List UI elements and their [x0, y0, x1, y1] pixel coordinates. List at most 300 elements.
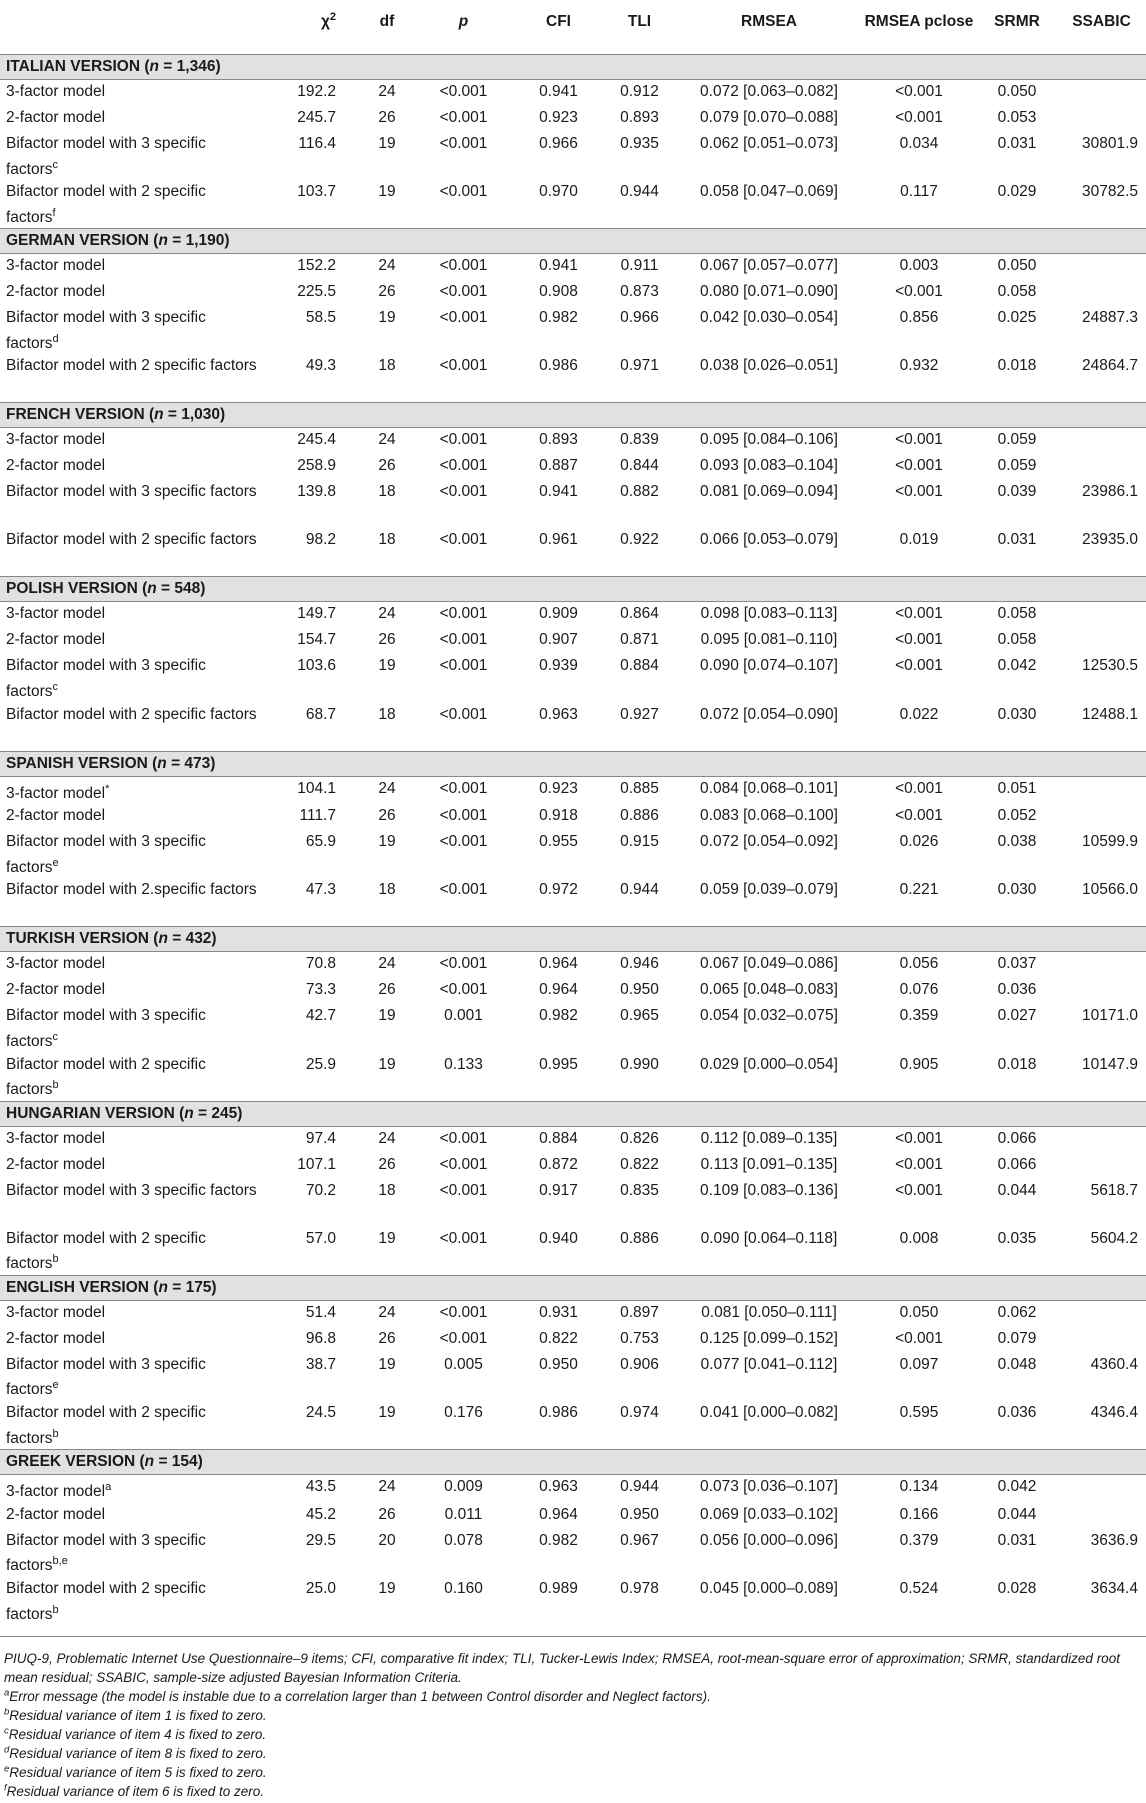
cell-chi: 96.8 [305, 1329, 336, 1347]
model-name: 3-factor model* [6, 782, 110, 802]
cell-rmsea: 0.098 [0.083–0.113] [700, 605, 838, 623]
cell-p: <0.001 [439, 779, 488, 797]
cell-p: 0.005 [444, 1355, 483, 1373]
cell-tli: 0.911 [620, 257, 659, 275]
cell-p: <0.001 [439, 483, 488, 501]
cell-pclose: <0.001 [895, 1181, 943, 1199]
cell-df: 24 [378, 1303, 396, 1321]
cell-ssabic: 4346.4 [1090, 1404, 1138, 1422]
cell-chi: 111.7 [299, 807, 336, 825]
table-row [0, 628, 1146, 654]
footnote-mark: c [52, 1030, 59, 1043]
cell-pclose: 0.026 [899, 833, 939, 851]
cell-ssabic [1057, 952, 1146, 979]
cell-tli: 0.950 [620, 981, 659, 999]
footnote-mark: c [52, 680, 59, 693]
cell-ssabic: 10147.9 [1081, 1055, 1138, 1073]
cell-srmr: 0.036 [997, 981, 1037, 999]
model-name: 3-factor model [6, 605, 106, 623]
cell-ssabic: 23935.0 [1081, 531, 1138, 549]
model-name: Bifactor model with 2 specific factors$^f$ [6, 183, 206, 226]
table-row [0, 306, 1146, 354]
table-row [0, 1529, 1146, 1577]
table-row [0, 1300, 1146, 1327]
footnote-mark: b [52, 1603, 59, 1616]
cell-chi: 49.3 [305, 357, 336, 375]
cell-ssabic [1057, 106, 1146, 132]
cell-pclose: 0.359 [899, 1007, 939, 1025]
model-name: 3-factor model [6, 257, 106, 275]
model-name: 2-factor model [6, 981, 106, 999]
section-title: SPANISH VERSION (n = 473) [0, 751, 1146, 776]
cell-rmsea: 0.042 [0.030–0.054] [700, 309, 838, 327]
cell-pclose: <0.001 [895, 657, 943, 675]
cell-df: 19 [378, 1580, 396, 1598]
model-name: 3-factor model [6, 1129, 106, 1147]
cell-ssabic [1057, 628, 1146, 654]
cell-rmsea: 0.080 [0.071–0.090] [700, 283, 838, 301]
cell-rmsea: 0.067 [0.057–0.077] [700, 257, 838, 275]
section-header-row [0, 403, 1146, 428]
table-row [0, 528, 1146, 577]
cell-rmsea: 0.081 [0.069–0.094] [700, 483, 838, 501]
cell-tli: 0.965 [620, 1007, 659, 1025]
cell-df: 24 [378, 431, 396, 449]
model-name: Bifactor model with 2.specific factors [6, 881, 257, 899]
cell-cfi: 0.982 [539, 309, 578, 327]
cell-df: 19 [378, 1229, 396, 1247]
cell-p: <0.001 [439, 1303, 488, 1321]
model-name: Bifactor model with 2 specific factors$^b$ [6, 1229, 206, 1273]
cell-rmsea: 0.069 [0.033–0.102] [700, 1505, 838, 1523]
model-name: 2-factor model [6, 109, 106, 126]
cell-chi: 192.2 [297, 83, 336, 100]
cell-df: 24 [378, 1129, 396, 1147]
table-row [0, 1126, 1146, 1153]
cell-p: <0.001 [439, 135, 488, 152]
model-name: 2-factor model [6, 631, 106, 649]
cell-chi: 70.2 [305, 1181, 336, 1199]
cell-pclose: 0.117 [900, 183, 938, 201]
model-name: 2-factor model [6, 1505, 106, 1523]
cell-srmr: 0.062 [997, 1303, 1037, 1321]
cell-pclose: 0.905 [899, 1055, 939, 1073]
cell-df: 26 [378, 631, 396, 649]
cell-cfi: 0.955 [539, 833, 578, 851]
cell-cfi: 0.941 [539, 257, 578, 275]
table-row [0, 1179, 1146, 1227]
cell-df: 18 [378, 705, 396, 723]
cell-pclose: 0.050 [899, 1303, 939, 1321]
cell-srmr: 0.066 [997, 1129, 1037, 1147]
section-header-row [0, 1101, 1146, 1126]
model-name: Bifactor model with 2 specific factors$^b$ [6, 1580, 206, 1623]
cell-cfi: 0.908 [539, 283, 578, 301]
cell-rmsea: 0.081 [0.050–0.111] [701, 1303, 837, 1321]
cell-tli: 0.967 [620, 1531, 659, 1549]
cell-chi: 107.1 [297, 1155, 336, 1173]
cell-srmr: 0.044 [997, 1505, 1037, 1523]
cell-cfi: 0.961 [539, 531, 578, 549]
header-row [0, 0, 1146, 55]
header-chi-square: $\chi^2$ [259, 0, 362, 55]
cell-pclose: 0.932 [899, 357, 939, 375]
cell-srmr: 0.042 [997, 657, 1037, 675]
cell-cfi: 0.982 [539, 1007, 578, 1025]
cell-tli: 0.826 [620, 1129, 659, 1147]
cell-ssabic: 4360.4 [1090, 1355, 1138, 1373]
cell-srmr: 0.018 [997, 357, 1037, 375]
table-row [0, 1401, 1146, 1450]
cell-srmr: 0.044 [997, 1181, 1037, 1199]
cell-pclose: <0.001 [895, 431, 943, 449]
cell-pclose: <0.001 [895, 1129, 943, 1147]
cell-ssabic [1057, 1126, 1146, 1153]
model-name: 3-factor model [6, 1303, 106, 1321]
cell-p: 0.160 [444, 1580, 483, 1598]
table-row [0, 952, 1146, 979]
cell-df: 19 [378, 657, 396, 675]
cell-tli: 0.886 [620, 807, 659, 825]
cell-ssabic: 24864.7 [1081, 357, 1138, 375]
cell-p: <0.001 [439, 431, 488, 449]
cell-p: <0.001 [439, 833, 488, 851]
cell-ssabic: 12530.5 [1081, 657, 1138, 675]
cell-p: <0.001 [439, 283, 488, 301]
cell-tli: 0.935 [620, 135, 659, 152]
footnote-mark: b [52, 1253, 59, 1266]
cell-pclose: <0.001 [895, 283, 943, 301]
cell-chi: 245.4 [297, 431, 336, 449]
cell-p: <0.001 [439, 109, 488, 126]
cell-pclose: <0.001 [895, 605, 943, 623]
cell-pclose: 0.003 [899, 257, 939, 275]
cell-srmr: 0.058 [997, 605, 1037, 623]
table-row [0, 830, 1146, 878]
cell-ssabic: 3634.4 [1090, 1580, 1138, 1598]
model-name: Bifactor model with 3 specific factors$^c$ [6, 657, 206, 701]
cell-df: 19 [378, 1404, 396, 1422]
cell-pclose: <0.001 [895, 631, 943, 649]
cell-pclose: 0.097 [899, 1355, 939, 1373]
model-name: 2-factor model [6, 807, 106, 825]
cell-rmsea: 0.095 [0.081–0.110] [700, 631, 838, 649]
section-title: FRENCH VERSION (n = 1,030) [0, 403, 1146, 428]
cell-pclose: 0.856 [899, 309, 939, 327]
section-title: GERMAN VERSION (n = 1,190) [0, 229, 1146, 254]
cell-rmsea: 0.093 [0.083–0.104] [700, 457, 838, 475]
cell-p: <0.001 [439, 183, 488, 201]
cell-srmr: 0.031 [997, 135, 1037, 152]
cell-cfi: 0.940 [539, 1229, 578, 1247]
table-row [0, 454, 1146, 480]
cell-tli: 0.950 [620, 1505, 659, 1523]
section-title: ENGLISH VERSION (n = 175) [0, 1275, 1146, 1300]
footnote: $^f$Residual variance of item 6 is fixed to zero. [4, 1782, 265, 1799]
footnote-mark: b [52, 1427, 59, 1440]
cell-df: 18 [378, 483, 396, 501]
cell-tli: 0.978 [620, 1580, 659, 1598]
cell-tli: 0.944 [620, 881, 659, 899]
cell-srmr: 0.059 [997, 457, 1037, 475]
table-row [0, 254, 1146, 281]
cell-pclose: 0.076 [899, 981, 939, 999]
cell-srmr: 0.053 [997, 109, 1037, 126]
cell-cfi: 0.923 [539, 109, 578, 126]
cell-p: <0.001 [439, 1155, 488, 1173]
cell-pclose: 0.019 [899, 531, 939, 549]
model-name: 2-factor model [6, 1155, 106, 1173]
cell-p: <0.001 [439, 605, 488, 623]
cell-chi: 98.2 [305, 531, 336, 549]
cell-p: <0.001 [439, 1129, 488, 1147]
cell-df: 18 [378, 357, 396, 375]
cell-chi: 25.9 [305, 1055, 336, 1073]
cell-srmr: 0.036 [997, 1404, 1037, 1422]
cell-pclose: <0.001 [895, 807, 943, 825]
cell-pclose: <0.001 [895, 457, 943, 475]
cell-df: 24 [378, 605, 396, 623]
footnote-mark: f [52, 206, 56, 219]
table-row [0, 1475, 1146, 1503]
cell-p: <0.001 [439, 1229, 488, 1247]
cell-ssabic: 10566.0 [1081, 881, 1138, 899]
cell-p: <0.001 [439, 1329, 488, 1347]
cell-ssabic [1057, 1300, 1146, 1327]
cell-tli: 0.839 [620, 431, 659, 449]
cell-rmsea: 0.084 [0.068–0.101] [700, 779, 838, 797]
cell-cfi: 0.909 [539, 605, 578, 623]
cell-srmr: 0.079 [997, 1329, 1037, 1347]
cell-df: 24 [378, 779, 396, 797]
table-row [0, 703, 1146, 752]
model-name: Bifactor model with 3 specific factors$^d$ [6, 309, 206, 352]
cell-df: 24 [378, 1478, 396, 1496]
header-model [0, 0, 259, 55]
model-name: Bifactor model with 2 specific factors$^b$ [6, 1055, 206, 1099]
cell-chi: 51.4 [305, 1303, 336, 1321]
cell-srmr: 0.031 [997, 1531, 1037, 1549]
cell-rmsea: 0.112 [0.089–0.135] [700, 1129, 838, 1147]
cell-p: <0.001 [439, 457, 488, 475]
cell-chi: 103.7 [297, 183, 336, 201]
cell-ssabic [1057, 1327, 1146, 1353]
cell-tli: 0.871 [620, 631, 659, 649]
cell-pclose: <0.001 [895, 83, 943, 100]
table-row [0, 428, 1146, 455]
cell-cfi: 0.972 [539, 881, 578, 899]
model-name: Bifactor model with 3 specific factors$^c$ [6, 135, 206, 178]
cell-p: <0.001 [439, 257, 488, 275]
cell-chi: 97.4 [305, 1129, 336, 1147]
footnote-mark: e [52, 1379, 59, 1392]
cell-df: 26 [378, 981, 396, 999]
cell-p: <0.001 [439, 705, 488, 723]
cell-tli: 0.822 [620, 1155, 659, 1173]
model-name: 2-factor model [6, 457, 106, 475]
cell-chi: 245.7 [297, 109, 336, 126]
cell-tli: 0.886 [620, 1229, 659, 1247]
cell-rmsea: 0.072 [0.063–0.082] [700, 83, 838, 100]
cell-df: 19 [378, 1355, 396, 1373]
cell-p: 0.001 [444, 1007, 483, 1025]
cell-ssabic [1057, 254, 1146, 281]
cell-ssabic [1057, 776, 1146, 804]
section-header-row [0, 751, 1146, 776]
model-name: Bifactor model with 3 specific factors$^e$ [6, 1355, 206, 1399]
table-row [0, 1053, 1146, 1102]
cell-ssabic: 10599.9 [1081, 833, 1138, 851]
model-name: 3-factor model [6, 83, 106, 100]
cell-tli: 0.844 [620, 457, 659, 475]
cell-srmr: 0.050 [997, 257, 1037, 275]
cell-p: 0.009 [444, 1478, 483, 1496]
cell-rmsea: 0.095 [0.084–0.106] [700, 431, 838, 449]
cell-cfi: 0.893 [539, 431, 578, 449]
cell-tli: 0.966 [620, 309, 659, 327]
section-header-row [0, 55, 1146, 80]
cell-pclose: 0.056 [899, 955, 939, 973]
footnote-mark: b,e [52, 1555, 68, 1568]
cell-chi: 139.8 [297, 483, 336, 501]
cell-cfi: 0.887 [539, 457, 578, 475]
cell-ssabic [1057, 454, 1146, 480]
table-row [0, 1004, 1146, 1052]
cell-df: 26 [378, 109, 396, 126]
table-row [0, 1503, 1146, 1529]
section-title: POLISH VERSION (n = 548) [0, 577, 1146, 602]
cell-cfi: 0.918 [539, 807, 578, 825]
cell-tli: 0.753 [620, 1329, 659, 1347]
cell-tli: 0.927 [620, 705, 659, 723]
section-title: GREEK VERSION (n = 154) [0, 1450, 1146, 1475]
cell-cfi: 0.917 [539, 1181, 578, 1199]
cell-pclose: <0.001 [895, 1155, 943, 1173]
cell-ssabic: 10171.0 [1081, 1007, 1138, 1025]
cell-srmr: 0.031 [997, 531, 1037, 549]
model-name: Bifactor model with 3 specific factors [6, 483, 257, 501]
section-header-row [0, 1275, 1146, 1300]
cell-df: 26 [378, 283, 396, 301]
table-row [0, 804, 1146, 830]
cell-cfi: 0.939 [539, 657, 578, 675]
footnote-mark: * [105, 782, 110, 795]
cell-srmr: 0.027 [997, 1007, 1037, 1025]
cell-srmr: 0.037 [997, 955, 1037, 973]
cell-pclose: 0.134 [899, 1478, 939, 1496]
cell-p: <0.001 [439, 955, 488, 973]
cell-tli: 0.893 [620, 109, 659, 126]
cell-ssabic: 12488.1 [1081, 705, 1138, 723]
cell-rmsea: 0.072 [0.054–0.092] [700, 833, 838, 851]
table-notes [0, 1636, 1146, 1801]
cell-cfi: 0.963 [539, 705, 578, 723]
table-row [0, 132, 1146, 180]
cell-rmsea: 0.059 [0.039–0.079] [700, 881, 838, 899]
cell-chi: 24.5 [305, 1404, 336, 1422]
cell-cfi: 0.995 [539, 1055, 578, 1073]
cell-pclose: 0.595 [899, 1404, 939, 1422]
cell-rmsea: 0.058 [0.047–0.069] [700, 183, 838, 201]
cell-cfi: 0.931 [539, 1303, 578, 1321]
cell-chi: 70.8 [305, 955, 336, 973]
cell-chi: 73.3 [305, 981, 336, 999]
cell-rmsea: 0.065 [0.048–0.083] [700, 981, 838, 999]
cell-ssabic: 30801.9 [1081, 135, 1138, 152]
cell-ssabic: 5618.7 [1090, 1181, 1138, 1199]
cell-srmr: 0.030 [997, 705, 1037, 723]
footnotes [4, 1687, 1146, 1801]
section-header-row [0, 229, 1146, 254]
cell-tli: 0.912 [620, 83, 659, 100]
cell-srmr: 0.039 [997, 483, 1037, 501]
cell-df: 20 [378, 1531, 396, 1549]
cell-cfi: 0.963 [539, 1478, 578, 1496]
cell-ssabic [1057, 978, 1146, 1004]
cell-p: <0.001 [439, 881, 488, 899]
cell-cfi: 0.986 [539, 357, 578, 375]
cell-pclose: 0.524 [899, 1580, 939, 1598]
cell-rmsea: 0.041 [0.000–0.082] [700, 1404, 838, 1422]
footnote-mark: e [52, 856, 59, 869]
table-row [0, 1353, 1146, 1401]
cell-p: <0.001 [439, 531, 488, 549]
cell-rmsea: 0.109 [0.083–0.136] [700, 1181, 838, 1199]
footnote: $^b$Residual variance of item 1 is fixed to zero. [4, 1706, 267, 1723]
cell-tli: 0.944 [620, 183, 659, 201]
model-name: 2-factor model [6, 1329, 106, 1347]
cell-tli: 0.885 [620, 779, 659, 797]
cell-p: <0.001 [439, 807, 488, 825]
table-row [0, 1577, 1146, 1625]
cell-srmr: 0.051 [997, 779, 1037, 797]
table-row [0, 1327, 1146, 1353]
cell-p: <0.001 [439, 357, 488, 375]
footnote-mark: d [52, 332, 59, 345]
cell-p: <0.001 [439, 83, 488, 100]
cell-cfi: 0.872 [539, 1155, 578, 1173]
model-name: 2-factor model [6, 283, 106, 301]
cell-cfi: 0.884 [539, 1129, 578, 1147]
cell-rmsea: 0.083 [0.068–0.100] [700, 807, 838, 825]
cell-rmsea: 0.038 [0.026–0.051] [700, 357, 838, 375]
header-df: df [362, 0, 412, 55]
section-title: HUNGARIAN VERSION (n = 245) [0, 1101, 1146, 1126]
cell-p: 0.176 [444, 1404, 483, 1422]
cell-p: <0.001 [439, 657, 488, 675]
cell-chi: 225.5 [297, 283, 336, 301]
model-name: 3-factor model [6, 431, 106, 449]
footnote: $^d$Residual variance of item 8 is fixed to zero. [4, 1744, 267, 1761]
cell-df: 24 [378, 257, 396, 275]
header-srmr: SRMR [977, 0, 1057, 55]
cell-rmsea: 0.079 [0.070–0.088] [700, 109, 838, 126]
cell-chi: 57.0 [305, 1229, 336, 1247]
table-row [0, 776, 1146, 804]
cell-p: 0.011 [444, 1505, 483, 1523]
cell-ssabic [1057, 1153, 1146, 1179]
table-body [0, 55, 1146, 1626]
cell-cfi: 0.989 [539, 1580, 578, 1598]
cell-p: 0.078 [444, 1531, 483, 1549]
header-tli: TLI [602, 0, 677, 55]
cell-cfi: 0.986 [539, 1404, 578, 1422]
cell-srmr: 0.025 [997, 309, 1037, 327]
cell-chi: 152.2 [297, 257, 336, 275]
cell-pclose: <0.001 [895, 779, 943, 797]
cell-rmsea: 0.054 [0.032–0.075] [700, 1007, 838, 1025]
cell-chi: 45.2 [305, 1505, 336, 1523]
